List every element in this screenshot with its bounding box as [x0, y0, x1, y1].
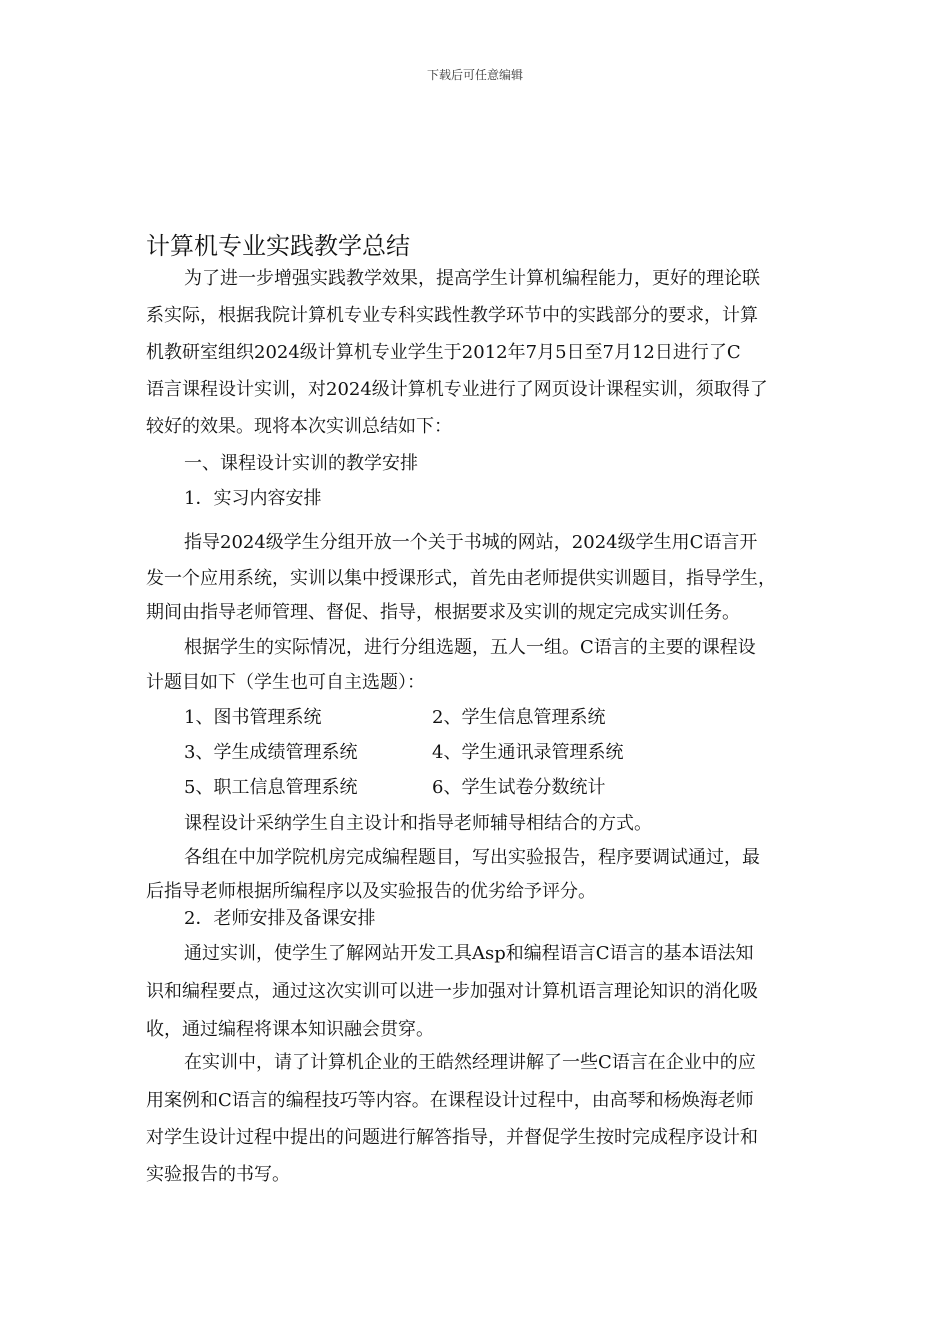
topic-item-6: 6、学生试卷分数统计 [432, 777, 606, 798]
document-title: 计算机专业实践教学总结 [146, 232, 410, 260]
topic-item-5: 5、职工信息管理系统 [184, 777, 358, 798]
paragraph-1-line-2: 发一个应用系统，实训以集中授课形式，首先由老师提供实训题目，指导学生， [146, 568, 776, 589]
topic-item-4: 4、学生通讯录管理系统 [432, 742, 624, 763]
intro-line-4: 语言课程设计实训，对2024级计算机专业进行了网页设计课程实训，须取得了 [146, 379, 768, 400]
topic-item-1: 1、图书管理系统 [184, 707, 322, 728]
subsection-heading-1: 1．实习内容安排 [184, 488, 322, 509]
paragraph-6-line-3: 对学生设计过程中提出的问题进行解答指导，并督促学生按时完成程序设计和 [146, 1127, 758, 1148]
paragraph-6-line-1: 在实训中，请了计算机企业的王皓然经理讲解了一些C语言在企业中的应 [184, 1052, 756, 1073]
paragraph-5-line-3: 收，通过编程将课本知识融会贯穿。 [146, 1019, 434, 1040]
paragraph-6-line-2: 用案例和C语言的编程技巧等内容。在课程设计过程中，由高琴和杨焕海老师 [146, 1090, 754, 1111]
paragraph-2-line-1: 根据学生的实际情况，进行分组选题，五人一组。C语言的主要的课程设 [184, 637, 756, 658]
paragraph-5-line-1: 通过实训，使学生了解网站开发工具Asp和编程语言C语言的基本语法知 [184, 943, 754, 964]
paragraph-4-line-1: 各组在中加学院机房完成编程题目，写出实验报告，程序要调试通过，最 [184, 847, 760, 868]
intro-line-2: 系实际，根据我院计算机专业专科实践性教学环节中的实践部分的要求，计算 [146, 305, 758, 326]
paragraph-4-line-2: 后指导老师根据所编程序以及实验报告的优劣给予评分。 [146, 881, 596, 902]
paragraph-1-line-1: 指导2024级学生分组开放一个关于书城的网站，2024级学生用C语言开 [184, 532, 758, 553]
intro-line-5: 较好的效果。现将本次实训总结如下： [146, 416, 452, 437]
paragraph-5-line-2: 识和编程要点，通过这次实训可以进一步加强对计算机语言理论知识的消化吸 [146, 981, 758, 1002]
intro-line-3: 机教研室组织2024级计算机专业学生于2012年7月5日至7月12日进行了C [146, 342, 741, 363]
paragraph-2-line-2: 计题目如下（学生也可自主选题）： [146, 672, 425, 693]
page-header: 下载后可任意编辑 [426, 68, 523, 82]
paragraph-6-line-4: 实验报告的书写。 [146, 1164, 290, 1185]
paragraph-3-line-1: 课程设计采纳学生自主设计和指导老师辅导相结合的方式。 [184, 813, 652, 834]
topic-item-2: 2、学生信息管理系统 [432, 707, 606, 728]
intro-line-1: 为了进一步增强实践教学效果，提高学生计算机编程能力，更好的理论联 [184, 268, 760, 289]
topic-item-3: 3、学生成绩管理系统 [184, 742, 358, 763]
subsection-heading-2: 2．老师安排及备课安排 [184, 908, 376, 929]
paragraph-1-line-3: 期间由指导老师管理、督促、指导，根据要求及实训的规定完成实训任务。 [146, 602, 740, 623]
section-heading-1: 一、课程设计实训的教学安排 [184, 453, 418, 474]
